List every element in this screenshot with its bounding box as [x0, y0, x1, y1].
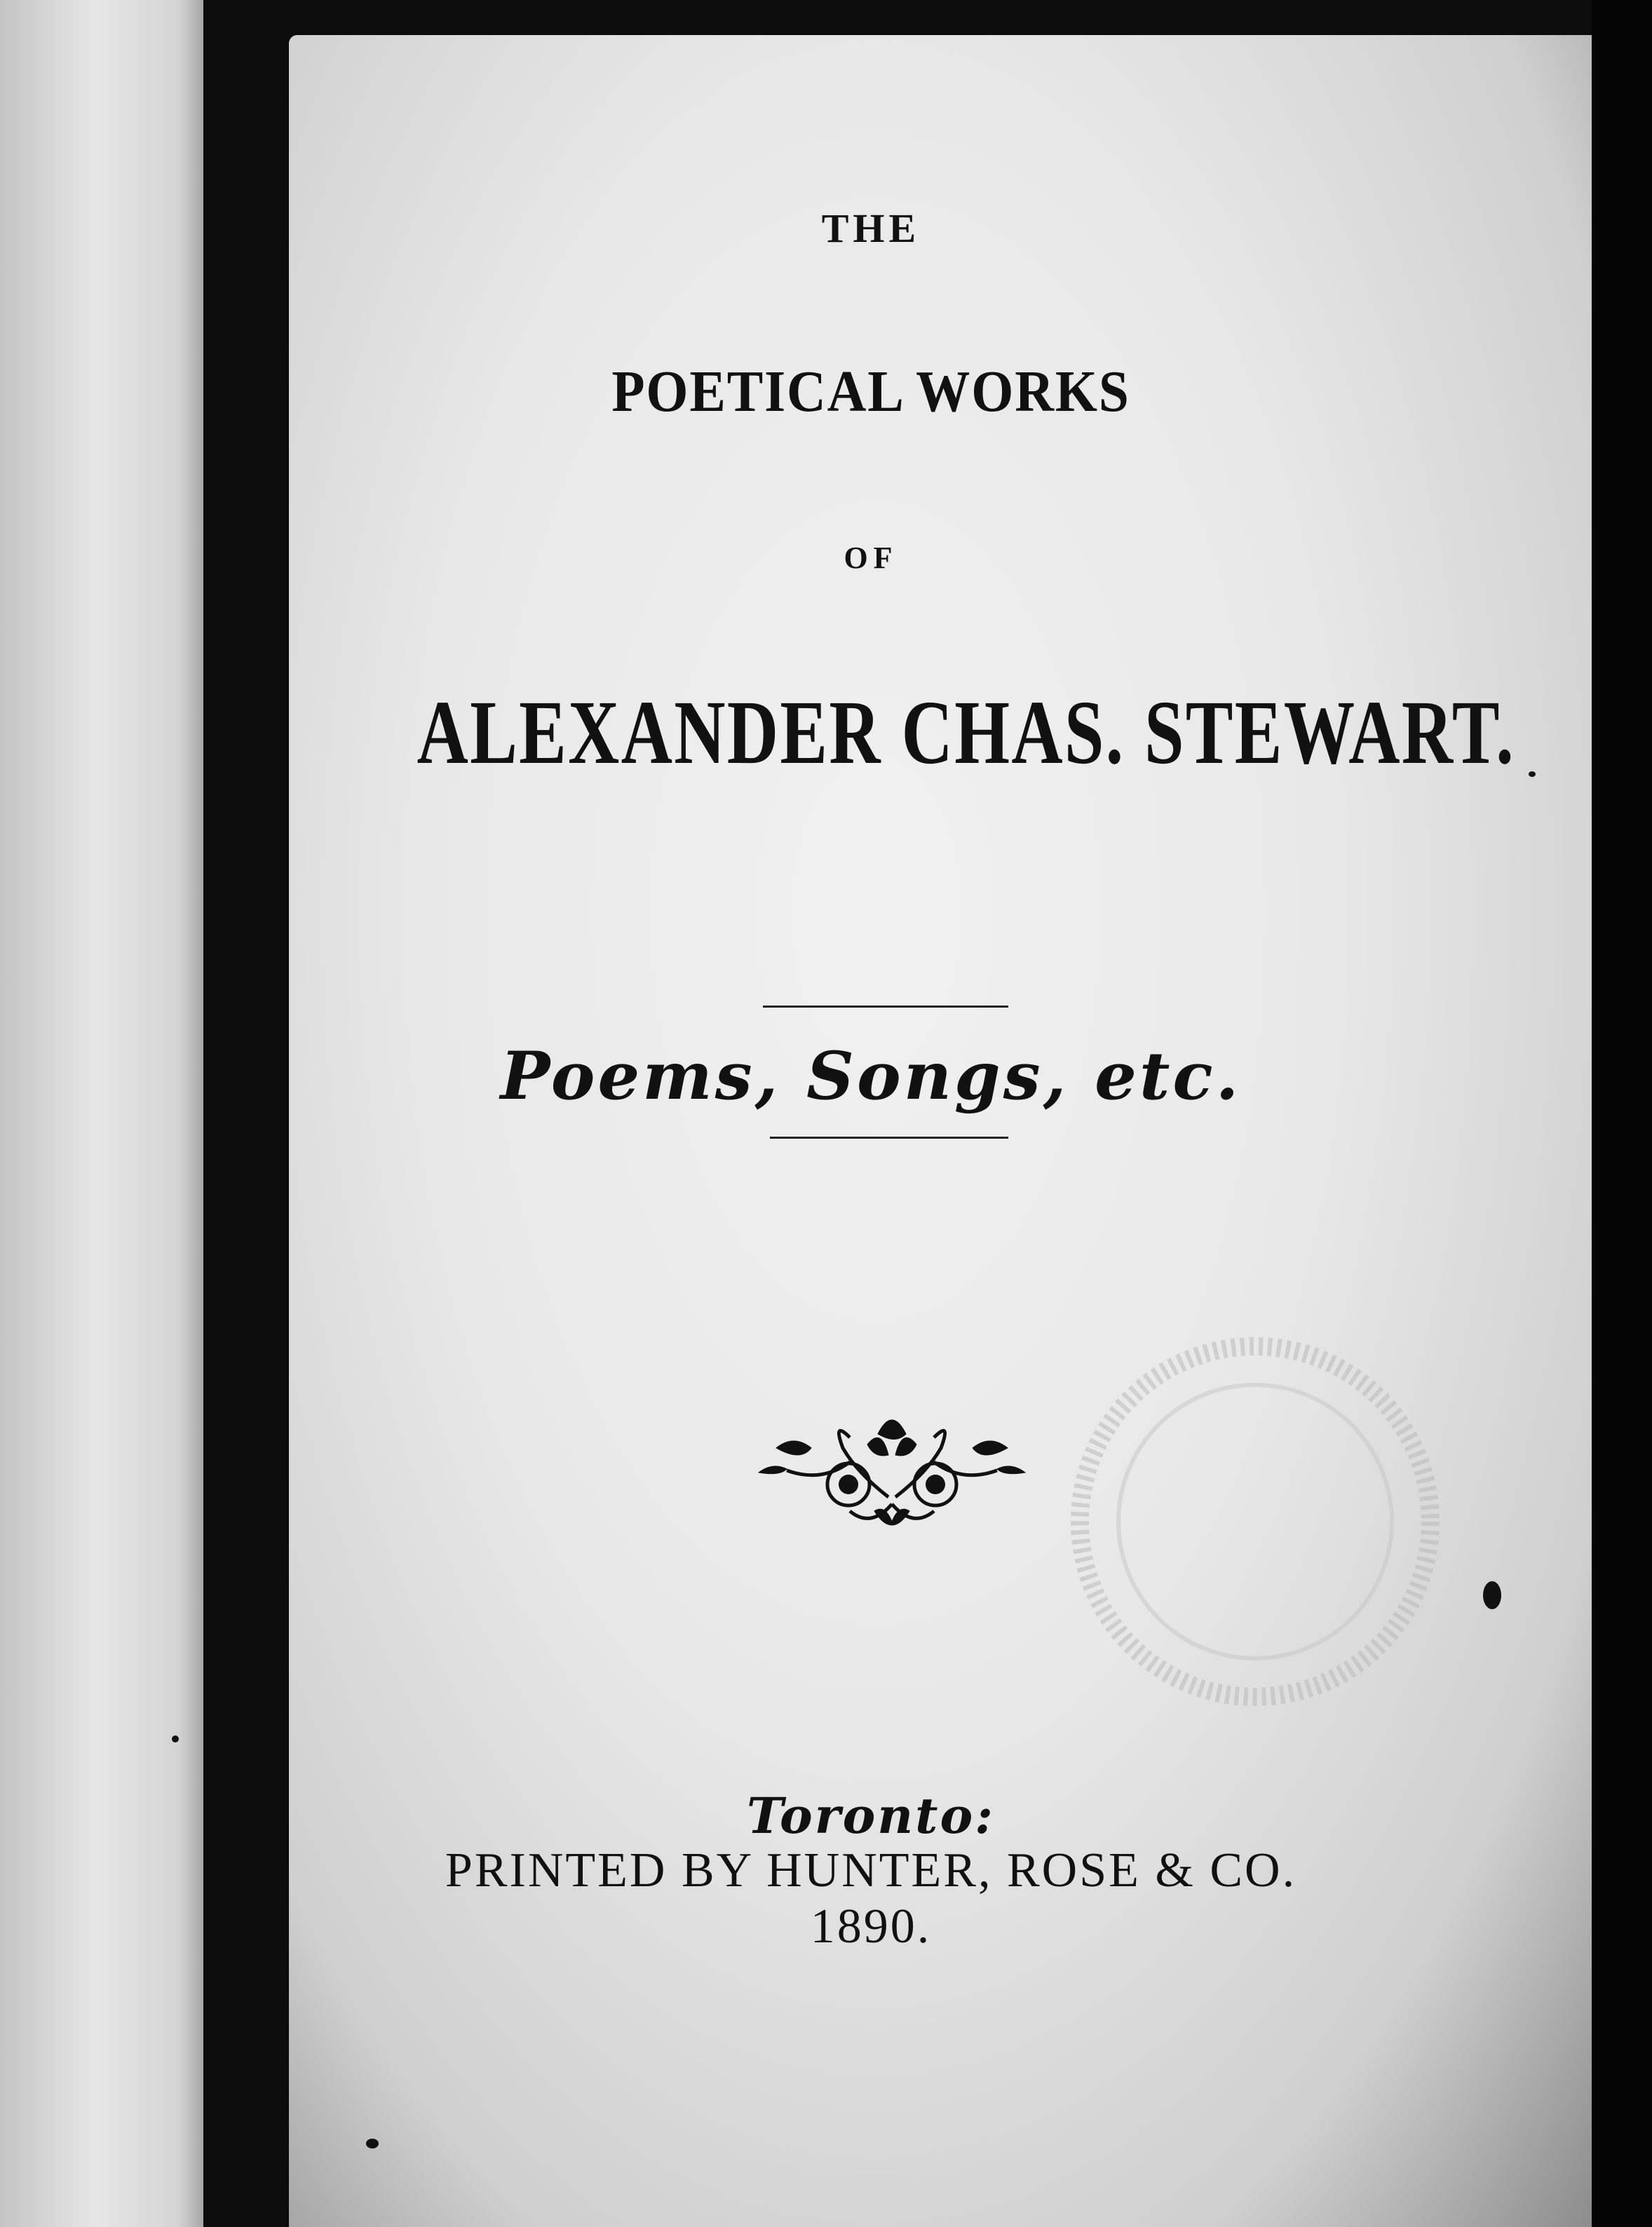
title-of: OF	[844, 541, 898, 575]
title-the: THE	[821, 205, 921, 251]
ink-speck	[1483, 1581, 1501, 1609]
floral-ornament-icon	[745, 1406, 1039, 1546]
facing-page	[0, 0, 210, 2227]
divider-top	[763, 1006, 1008, 1008]
subtitle: Poems, Songs, etc.	[500, 1038, 1242, 1115]
scan-right-edge	[1592, 0, 1652, 2227]
imprint-place: Toronto:	[746, 1787, 996, 1845]
book-gutter	[203, 0, 294, 2227]
ink-speck	[366, 2139, 379, 2148]
title-poetical-works: POETICAL WORKS	[611, 359, 1130, 424]
embossed-seal-icon	[1045, 1311, 1465, 1732]
ink-speck	[1529, 771, 1536, 777]
imprint-year: 1890.	[810, 1900, 932, 1954]
divider-bottom	[770, 1137, 1008, 1139]
author-name: ALEXANDER CHAS. STEWART.	[417, 682, 1515, 783]
ink-speck	[172, 1735, 179, 1742]
imprint-printer: PRINTED BY HUNTER, ROSE & CO.	[445, 1843, 1297, 1897]
